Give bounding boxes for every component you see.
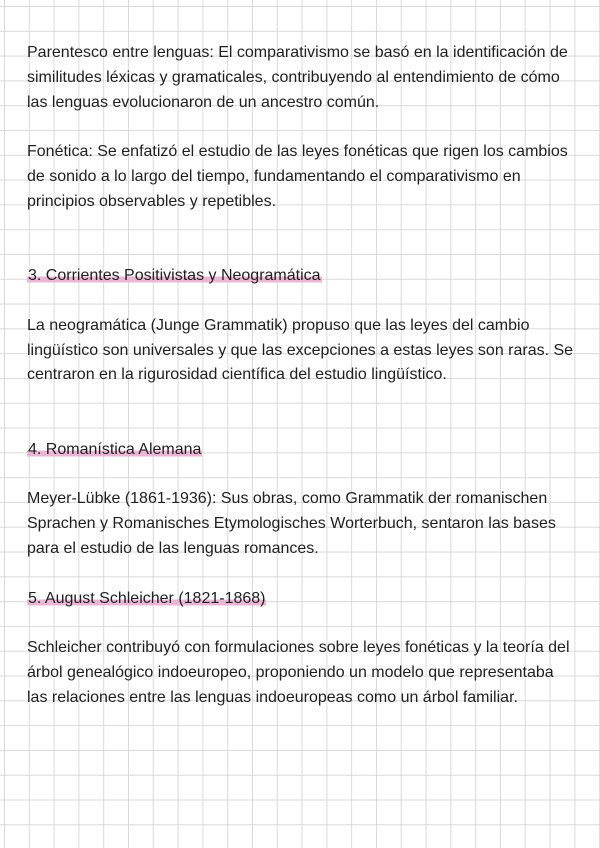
spacer <box>27 388 575 438</box>
paragraph-neogramatica: La neogramática (Junge Grammatik) propuso que las leyes del cambio lingüístico son universales y que las excepciones a estas leyes son raras. Se centraron en la rigurosidad científica del estudio lingüístico. <box>27 316 574 384</box>
spacer <box>27 611 575 636</box>
paragraph-fonetica: Fonética: Se enfatizó el estudio de las leyes fonéticas que rigen los cambios de sonido a lo largo del tiempo, fundamentando el comparativismo en principios observables y repetibles. <box>27 143 568 210</box>
spacer <box>27 463 575 488</box>
paragraph-schleicher: Schleicher contribuyó con formulaciones sobre leyes fonéticas y la teoría del árbol genealógico indoeuropeo, proponiendo un modelo que representaba las relaciones entre las lenguas indoeuropeas como un árbol familiar. <box>27 639 570 706</box>
spacer <box>27 562 575 587</box>
paragraph-meyer-lubke: Meyer-Lübke (1861-1936): Sus obras, como Grammatik der romanischen Sprachen y Romanisches Etymologisches Worterbuch, sentaron las bases para el estudio de las lenguas romances. <box>27 490 556 557</box>
heading-section-4-text: 4. Romanística Alemana <box>28 440 202 458</box>
notes-page <box>27 41 575 711</box>
heading-section-5-text: 5. August Schleicher (1821-1868) <box>28 589 266 607</box>
heading-section-5 <box>27 587 575 612</box>
spacer <box>27 289 575 314</box>
heading-section-4 <box>27 438 575 463</box>
heading-section-3-text: 3. Corrientes Positivistas y Neogramática <box>28 267 321 285</box>
paragraph-parentesco: Parentesco entre lenguas: El comparativismo se basó en la identificación de similitudes léxicas y gramaticales, contribuyendo al entendimiento de cómo las lenguas evolucionaron de un ancestro común. <box>27 44 568 111</box>
spacer <box>27 115 575 140</box>
spacer <box>27 215 575 265</box>
heading-section-3 <box>27 264 575 289</box>
